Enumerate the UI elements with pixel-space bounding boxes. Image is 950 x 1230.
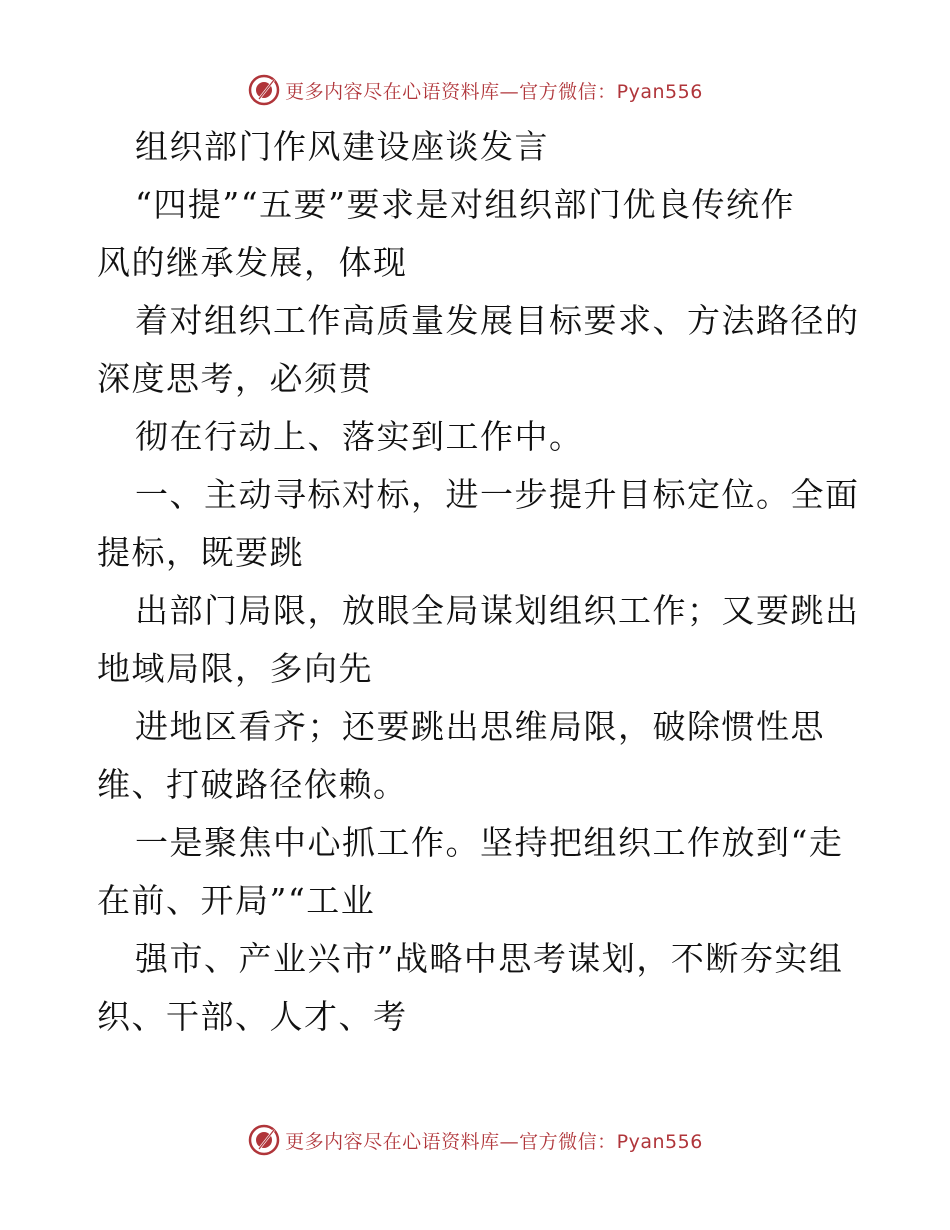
paragraph-line: 在前、开局”“工业	[97, 881, 376, 920]
paragraph-line: “四提”“五要”要求是对组织部门优良传统作	[135, 185, 795, 224]
seal-logo-icon	[247, 73, 281, 107]
watermark-footer	[0, 1120, 950, 1160]
paragraph-line: 地域局限，多向先	[97, 649, 373, 688]
paragraph-line: 一是聚焦中心抓工作。坚持把组织工作放到“走	[135, 823, 844, 862]
wechat-id: Pyan556	[616, 1130, 703, 1153]
paragraph-line: 着对组织工作高质量发展目标要求、方法路径的	[135, 301, 860, 340]
wechat-id: Pyan556	[616, 80, 703, 103]
document-title: 组织部门作风建设座谈发言	[135, 127, 549, 166]
paragraph-line: 维、打破路径依赖。	[97, 765, 408, 804]
paragraph-line: 出部门局限，放眼全局谋划组织工作；又要跳出	[135, 591, 860, 630]
watermark-text: 更多内容尽在心语资料库—官方微信：	[285, 1130, 617, 1153]
watermark-header	[0, 70, 950, 110]
paragraph-line: 强市、产业兴市”战略中思考谋划，不断夯实组	[135, 939, 844, 978]
paragraph-line: 提标，既要跳	[97, 533, 304, 572]
paragraph-line: 风的继承发展，体现	[97, 243, 408, 282]
seal-logo-icon	[247, 1123, 281, 1157]
section-heading-line: 一、主动寻标对标，进一步提升目标定位。全面	[135, 475, 860, 514]
paragraph-line: 彻在行动上、落实到工作中。	[135, 417, 584, 456]
paragraph-line: 织、干部、人才、考	[97, 997, 408, 1036]
watermark-text: 更多内容尽在心语资料库—官方微信：	[285, 80, 617, 103]
paragraph-line: 深度思考，必须贯	[97, 359, 373, 398]
paragraph-line: 进地区看齐；还要跳出思维局限，破除惯性思	[135, 707, 825, 746]
